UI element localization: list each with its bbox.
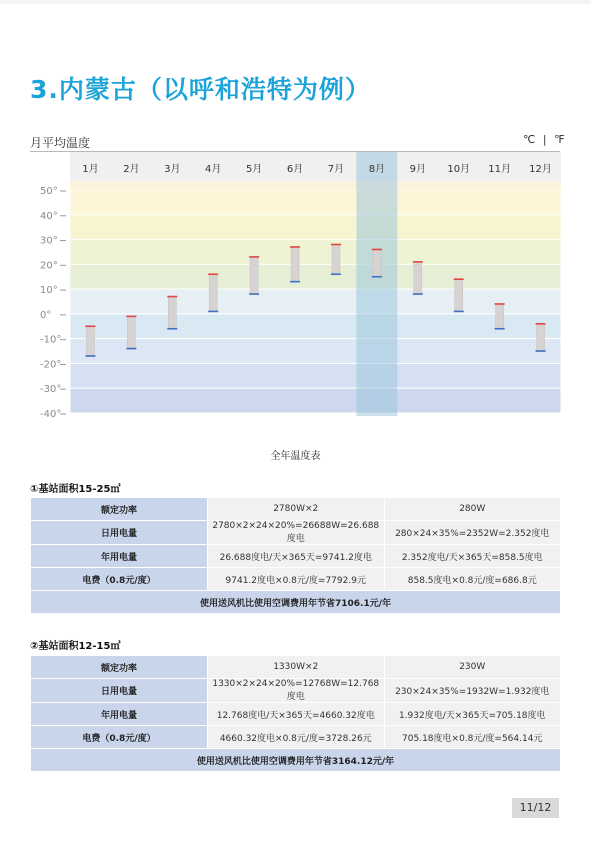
chart-title: 月平均温度 bbox=[30, 136, 91, 150]
y-tick-label: 30° bbox=[40, 235, 58, 247]
row-label: 额定功率 bbox=[31, 498, 208, 521]
table-row bbox=[31, 679, 561, 703]
row-label: 年用电量 bbox=[31, 703, 208, 726]
temperature-range-bar bbox=[455, 279, 463, 311]
month-label: 2月 bbox=[123, 164, 140, 175]
row-label: 日用电量 bbox=[31, 521, 208, 545]
savings-summary: 使用送风机比使用空调费用年节省7106.1元/年 bbox=[31, 591, 561, 614]
temperature-band bbox=[70, 264, 561, 289]
y-tick-label: 50° bbox=[40, 186, 58, 197]
fan-value: 280×24×35%=2352W=2.352度电 bbox=[384, 521, 561, 545]
fan-value: 230W bbox=[384, 656, 561, 679]
row-label: 日用电量 bbox=[31, 679, 208, 703]
y-tick-label: -20° bbox=[40, 359, 62, 371]
table-row bbox=[31, 568, 561, 591]
celsius-option[interactable]: ℃ bbox=[523, 133, 536, 146]
month-label: 12月 bbox=[529, 164, 552, 175]
temperature-range-bar bbox=[291, 247, 299, 282]
month-label: 8月 bbox=[368, 164, 386, 175]
table-footer-row bbox=[31, 749, 561, 772]
y-tick-label: 0° bbox=[40, 309, 52, 321]
month-label: 10月 bbox=[447, 164, 471, 175]
table-row bbox=[31, 726, 561, 749]
highlight-column bbox=[356, 152, 397, 416]
month-label: 3月 bbox=[164, 164, 181, 175]
aircon-value: 2780W×2 bbox=[208, 498, 385, 521]
aircon-value: 4660.32度电×0.8元/度=3728.26元 bbox=[208, 726, 385, 749]
table-row bbox=[31, 656, 561, 679]
row-label: 额定功率 bbox=[31, 656, 208, 679]
temperature-range-bar bbox=[373, 249, 381, 276]
temperature-range-bar bbox=[537, 324, 545, 351]
temperature-range-bar bbox=[168, 297, 176, 329]
temperature-band bbox=[70, 339, 561, 364]
fan-value: 230×24×35%=1932W=1.932度电 bbox=[384, 679, 561, 703]
month-label: 11月 bbox=[488, 164, 511, 175]
temperature-range-bar bbox=[127, 316, 135, 348]
fan-value: 280W bbox=[384, 498, 561, 521]
table-row bbox=[31, 545, 561, 568]
aircon-value: 9741.2度电×0.8元/度=7792.9元 bbox=[208, 568, 385, 591]
y-tick-label: -40° bbox=[40, 409, 62, 418]
y-tick-label: 10° bbox=[40, 285, 58, 297]
temperature-band bbox=[70, 388, 561, 413]
aircon-value: 2780×2×24×20%=26688W=26.688度电 bbox=[208, 521, 385, 545]
table-row bbox=[31, 521, 561, 545]
table-row bbox=[31, 498, 561, 521]
aircon-value: 26.688度电/天×365天=9741.2度电 bbox=[208, 545, 385, 568]
y-tick-label: 40° bbox=[40, 210, 58, 222]
table-row bbox=[31, 703, 561, 726]
y-tick-label: -10° bbox=[40, 334, 62, 346]
month-label: 4月 bbox=[205, 164, 222, 175]
temperature-band bbox=[70, 314, 561, 339]
temperature-range-bar bbox=[332, 245, 340, 275]
section-1-table bbox=[30, 497, 561, 614]
temperature-range-bar bbox=[86, 326, 94, 356]
top-rule bbox=[0, 0, 591, 4]
page-heading: 3.内蒙古（以呼和浩特为例） bbox=[30, 75, 371, 104]
row-label: 电费（0.8元/度） bbox=[31, 726, 208, 749]
section-1-title: ①基站面积15-25㎡ bbox=[30, 484, 121, 495]
table-footer-row bbox=[31, 591, 561, 614]
month-label: 1月 bbox=[82, 164, 99, 175]
temperature-band bbox=[70, 289, 561, 314]
month-label: 5月 bbox=[245, 164, 263, 175]
temperature-band bbox=[70, 190, 561, 215]
fan-value: 2.352度电/天×365天=858.5度电 bbox=[384, 545, 561, 568]
temperature-band bbox=[70, 363, 561, 388]
fan-value: 1.932度电/天×365天=705.18度电 bbox=[384, 703, 561, 726]
temperature-range-bar bbox=[250, 257, 258, 294]
row-label: 年用电量 bbox=[31, 545, 208, 568]
section-2-table bbox=[30, 655, 561, 772]
temperature-band bbox=[70, 181, 561, 190]
unit-toggle bbox=[521, 133, 567, 146]
temperature-chart bbox=[30, 152, 562, 418]
temperature-band bbox=[70, 215, 561, 240]
aircon-value: 1330W×2 bbox=[208, 656, 385, 679]
fan-value: 858.5度电×0.8元/度=686.8元 bbox=[384, 568, 561, 591]
month-label: 6月 bbox=[286, 164, 304, 175]
temperature-range-bar bbox=[414, 262, 422, 294]
row-label: 电费（0.8元/度） bbox=[31, 568, 208, 591]
fan-value: 705.18度电×0.8元/度=564.14元 bbox=[384, 726, 561, 749]
aircon-value: 12.768度电/天×365天=4660.32度电 bbox=[208, 703, 385, 726]
temperature-band bbox=[70, 240, 561, 265]
fahrenheit-option[interactable]: ℉ bbox=[554, 133, 565, 146]
temperature-range-bar bbox=[209, 274, 217, 311]
page-number: 11/12 bbox=[512, 798, 559, 818]
chart-caption: 全年温度表 bbox=[270, 451, 321, 462]
unit-separator: | bbox=[542, 133, 547, 146]
month-label: 9月 bbox=[409, 164, 426, 175]
section-2-title: ②基站面积12-15㎡ bbox=[30, 641, 121, 652]
aircon-value: 1330×2×24×20%=12768W=12.768度电 bbox=[208, 679, 385, 703]
savings-summary: 使用送风机比使用空调费用年节省3164.12元/年 bbox=[31, 749, 561, 772]
month-label: 7月 bbox=[327, 164, 345, 175]
y-tick-label: 20° bbox=[40, 260, 58, 272]
temperature-range-bar bbox=[496, 304, 504, 329]
y-tick-label: -30° bbox=[40, 384, 62, 396]
